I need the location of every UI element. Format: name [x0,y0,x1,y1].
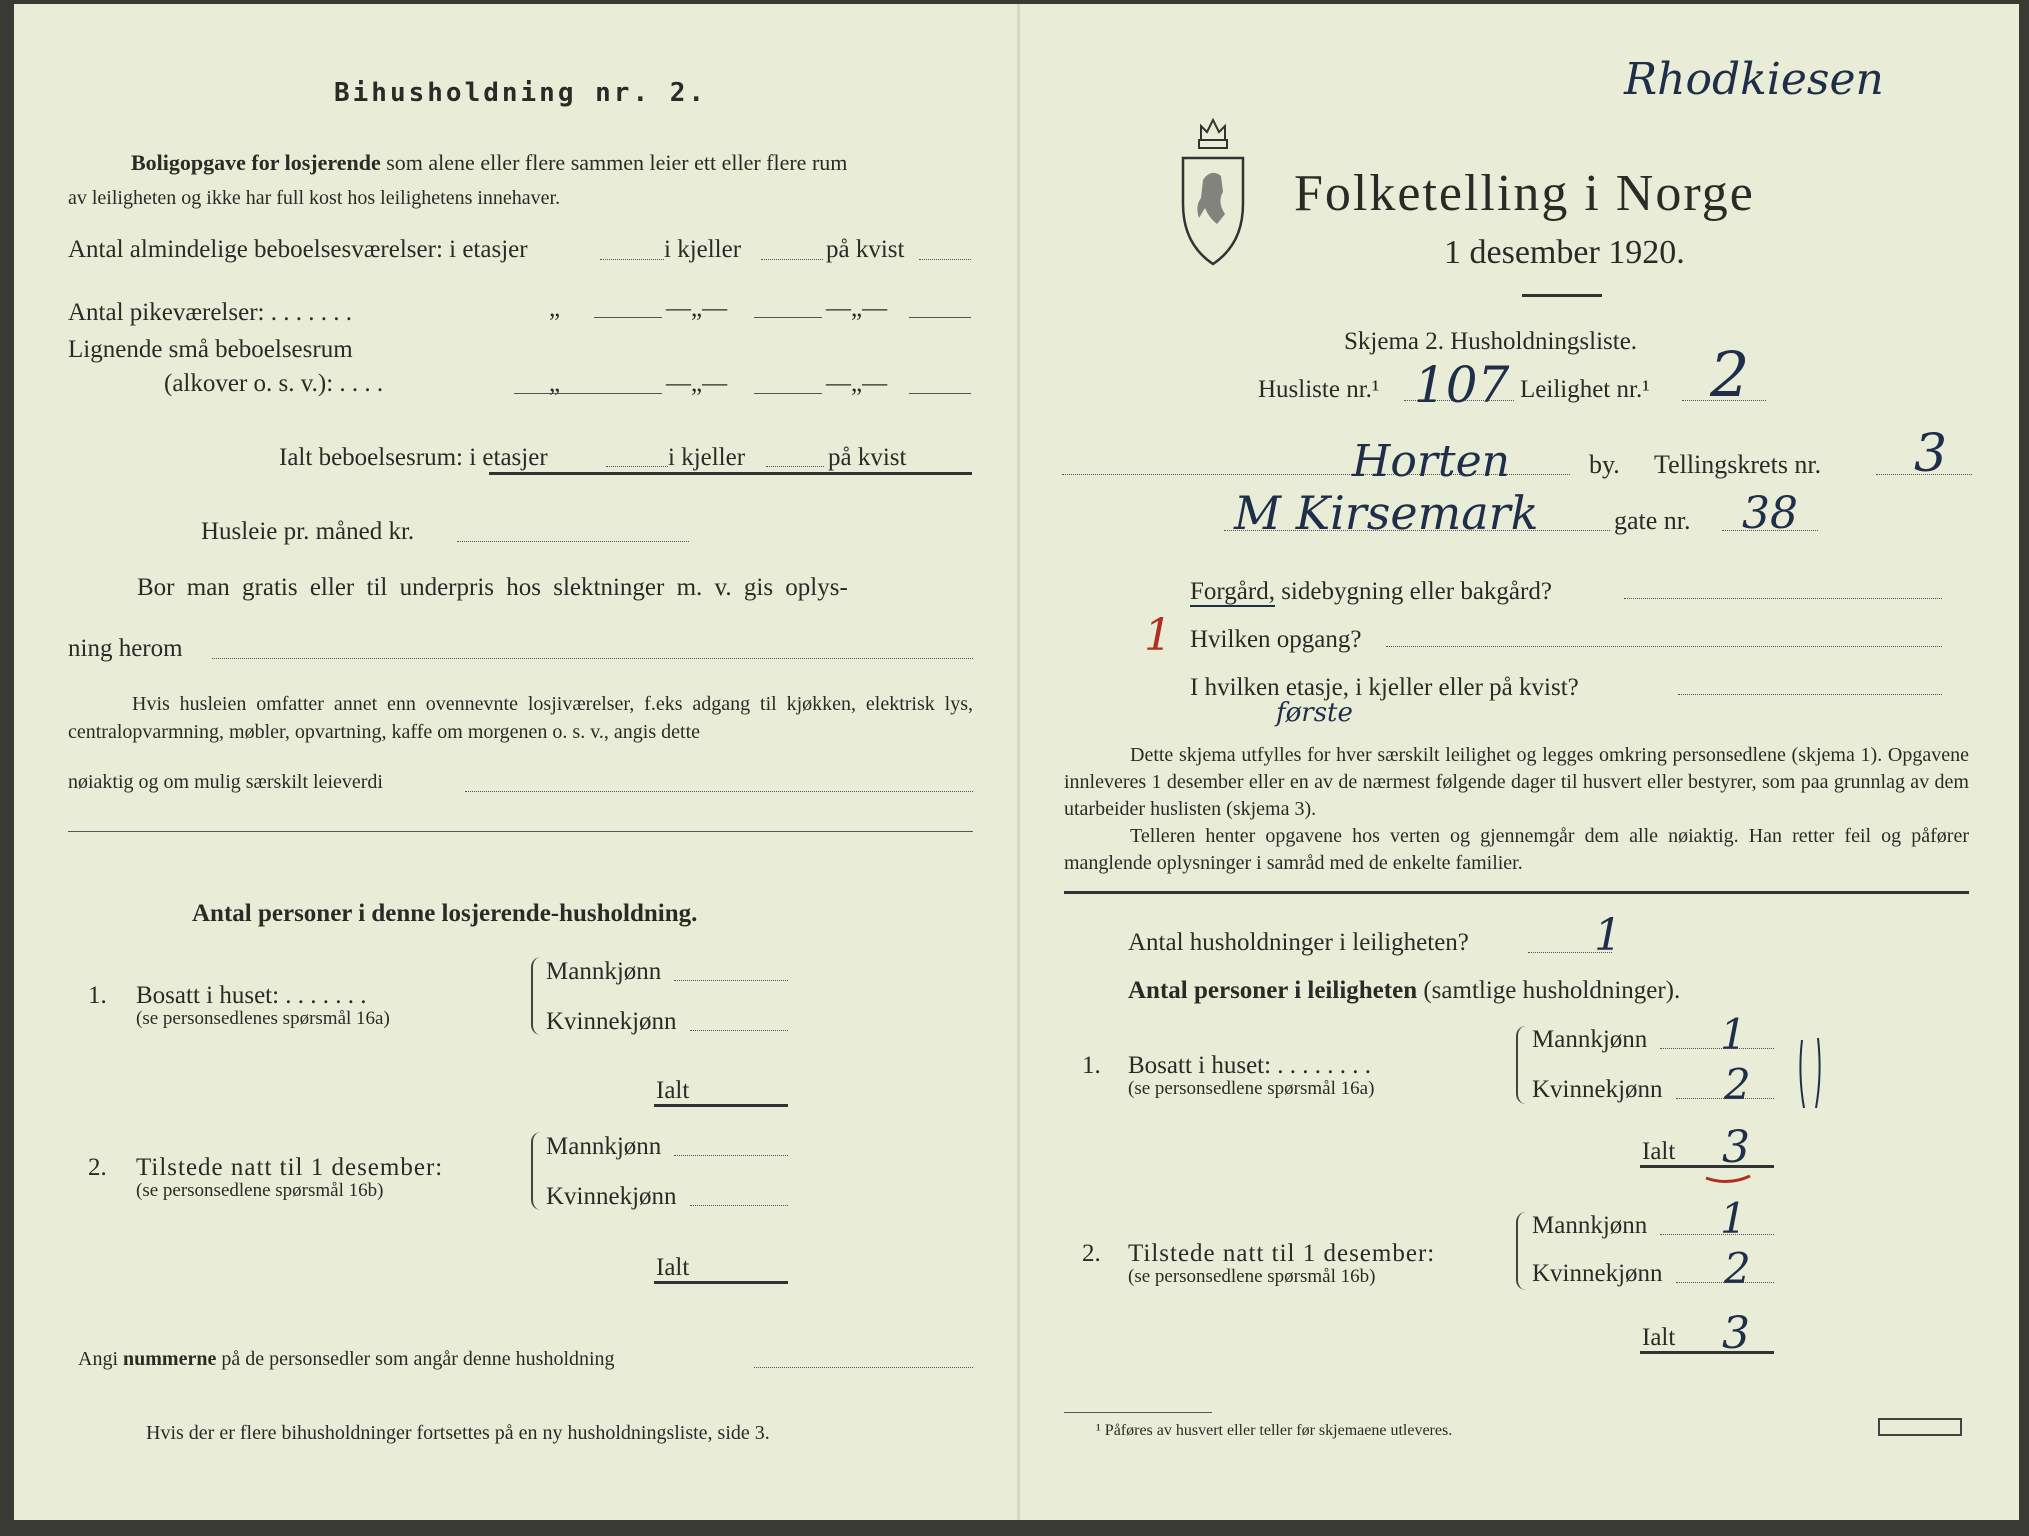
left-q2-female-label: Kvinnekjønn [546,1183,677,1210]
right-q2-total-field [1640,1351,1774,1354]
intro-bold: Boligopgave for losjerende [131,150,381,175]
right-q1-total-field [1640,1165,1774,1168]
left-q1-label: Bosatt i huset: . . . . . . . [136,982,367,1009]
numbers-c: på de personsedler som angår denne husholdning [221,1348,615,1370]
left-q1-sub: (se personsedlenes spørsmål 16a) [136,1008,390,1029]
ditto-mark-3: —„— [826,295,888,322]
rooms-cellar-field [761,259,823,260]
note-field-1 [465,791,973,792]
free-field [212,658,973,659]
forgard-field [1624,598,1942,599]
opgang-question: Hvilken opgang? [1190,626,1362,653]
census-form-sheet [14,4,2019,1520]
right-q1-female-label: Kvinnekjønn [1532,1076,1663,1103]
schema-label: Skjema 2. Husholdningsliste. [1344,328,1638,355]
persons-rest: (samtlige husholdninger). [1423,977,1681,1004]
intro-line-1 [131,150,847,176]
right-q1-male-label: Mannkjønn [1532,1026,1648,1053]
opgang-field [1386,646,1942,647]
rooms-cellar-label: i kjeller [664,236,742,263]
ditto-mark-1: „ [549,295,561,322]
left-q2-brace [531,1132,541,1210]
total-etasjer-field [606,466,668,467]
right-q1-total-label: Ialt [1642,1138,1676,1165]
total-cellar-field [766,466,824,467]
rooms-attic-field [919,259,971,260]
right-q1-male-field [1660,1048,1774,1049]
rent-field [457,541,689,542]
rooms-etasjer-field [600,259,664,260]
right-q2-male-label: Mannkjønn [1532,1212,1648,1239]
maid-rooms-field-1 [594,317,662,318]
footnote-rule [1064,1412,1212,1413]
left-title: Bihusholdning nr. 2. [334,78,708,108]
right-q2-brace [1516,1212,1526,1290]
total-rooms-underline [489,472,972,475]
small-rooms-label: Lignende små beboelsesrum [68,336,353,363]
etasje-question: I hvilken etasje, i kjeller eller på kvist? [1190,674,1579,701]
left-q1-brace [531,957,541,1035]
right-q2-male-field [1660,1234,1774,1235]
total-rooms-label: Ialt beboelsesrum: i etasjer [279,444,548,471]
total-cellar-label: i kjeller [668,444,746,471]
free-question-2: ning herom [68,635,183,662]
right-q1-sub: (se personsedlene spørsmål 16a) [1128,1078,1375,1099]
hw-forgard-mark: 1 [1144,610,1172,661]
maid-rooms-label: Antal pikeværelser: . . . . . . . [68,299,352,326]
right-q2-label: Tilstede natt til 1 desember: [1128,1240,1436,1267]
numbers-line [78,1348,615,1371]
hw-gate-nr: 38 [1742,488,1798,539]
forgard-question [1190,578,1552,606]
intro-rest: som alene eller flere sammen leier ett eller flere rum [386,150,848,175]
note-field-2 [68,831,973,832]
red-check-mark-icon [1704,1172,1754,1186]
numbers-b: nummerne [123,1348,217,1370]
left-q1-male-field [674,980,788,981]
left-q2-label: Tilstede natt til 1 desember: [136,1154,444,1181]
footnote: ¹ Påføres av husvert eller teller før skjemaene utleveres. [1096,1422,1453,1439]
instructions-rule [1064,891,1969,894]
hw-town: Horten [1352,436,1510,487]
left-persons-heading: Antal personer i denne losjerende-husholdning. [192,900,698,927]
right-q1-brace [1516,1026,1526,1104]
krets-label: Tellingskrets nr. [1654,450,1822,479]
forgard-rest: sidebygning eller bakgård? [1281,578,1552,605]
right-q2-female-label: Kvinnekjønn [1532,1260,1663,1287]
by-label: by. [1589,450,1620,479]
hw-q1-male: 1 [1720,1010,1747,1059]
maid-rooms-field-3 [909,317,971,318]
persons-bold: Antal personer i leiligheten [1128,977,1418,1004]
left-q2-total-label: Ialt [656,1254,690,1281]
left-q1-female-field [690,1030,788,1031]
hw-husliste: 107 [1414,356,1510,414]
rent-label: Husleie pr. måned kr. [201,518,415,545]
printer-stamp [1878,1418,1962,1436]
census-date: 1 desember 1920. [1444,234,1685,271]
right-q2-sub: (se personsedlene spørsmål 16b) [1128,1266,1376,1287]
hw-krets: 3 [1914,424,1948,484]
left-note-end: nøiaktig og om mulig særskilt leieverdi [68,771,383,793]
alcoves-field-3 [909,393,971,394]
hw-q2-total: 3 [1722,1308,1750,1359]
instructions-2: Telleren henter opgavene hos verten og gjennemgår dem alle nøiaktig. Han retter feil og påfører manglende oplysninger i samråd med de enkelte familier. [1064,825,1969,874]
maid-rooms-field-2 [754,317,822,318]
hw-corner: Rhodkiesen [1624,54,1884,105]
free-question-1: Bor man gratis eller til underpris hos slektninger m. v. gis oplys- [137,574,848,601]
numbers-field [754,1367,973,1368]
right-title: Folketelling i Norge [1294,165,1755,222]
ditto-mark-6: —„— [826,370,888,397]
left-q2-male-label: Mannkjønn [546,1133,662,1160]
hw-households: 1 [1594,910,1622,961]
etasje-field [1678,694,1942,695]
pencil-tick-icon [1796,1034,1826,1114]
hw-q2-male: 1 [1720,1194,1747,1243]
left-note: Hvis husleien omfatter annet enn ovennevnte losjiværelser, f.eks adgang til kjøkken, elektrisk lys, centralopvarmning, møbler, opvartning, kaffe om morgenen o. s. v., angis dette [68,693,973,743]
left-q1-number: 1. [88,982,107,1009]
left-q2-number: 2. [88,1154,107,1181]
numbers-a: Angi [78,1348,118,1370]
households-question: Antal husholdninger i leiligheten? [1128,929,1469,956]
coat-of-arms-icon [1177,114,1249,274]
continue-note: Hvis der er flere bihusholdninger fortsettes på en ny husholdningsliste, side 3. [146,1422,770,1444]
alcoves-field-2 [754,393,822,394]
ditto-mark-4: „ [549,370,561,397]
date-rule [1522,294,1602,297]
center-fold [1017,4,1020,1520]
alcoves-label: (alkover o. s. v.): . . . . [164,370,384,397]
forgard-underlined: Forgård, [1190,578,1275,605]
right-q2-total-label: Ialt [1642,1324,1676,1351]
ditto-mark-2: —„— [666,295,728,322]
right-q1-label: Bosatt i huset: . . . . . . . . [1128,1052,1372,1079]
rooms-attic-label: på kvist [826,236,905,263]
instructions-1: Dette skjema utfylles for hver særskilt leilighet og legges omkring personsedlene (skjema 1). Opgavene innleveres 1 desember eller en av de nærmest følgende dager til husvert eller bestyrer, som paa grunnlag av dem utarbeider huslisten (skjema 3). [1064,744,1969,820]
left-q1-total-field [654,1104,788,1107]
left-q1-total-label: Ialt [656,1077,690,1104]
hw-leilighet: 2 [1710,338,1750,411]
right-q2-number: 2. [1082,1240,1101,1267]
total-attic-label: på kvist [828,444,907,471]
left-q1-male-label: Mannkjønn [546,958,662,985]
hw-q1-total: 3 [1722,1122,1750,1173]
rooms-label: Antal almindelige beboelsesværelser: i etasjer [68,236,528,263]
alcoves-field-1 [514,393,662,394]
hw-q2-female: 2 [1724,1244,1751,1293]
left-q2-male-field [674,1155,788,1156]
hw-etasje: første [1276,698,1353,728]
left-q1-female-label: Kvinnekjønn [546,1008,677,1035]
left-q2-total-field [654,1281,788,1284]
intro-line-2: av leiligheten og ikke har full kost hos leilighetens innehaver. [68,187,561,209]
ditto-mark-5: —„— [666,370,728,397]
hw-street: M Kirsemark [1234,486,1539,540]
leilighet-label: Leilighet nr.¹ [1520,376,1650,403]
right-persons-heading [1128,977,1680,1005]
left-q2-female-field [690,1205,788,1206]
right-q1-number: 1. [1082,1052,1101,1079]
husliste-label: Husliste nr.¹ [1258,376,1380,403]
left-q2-sub: (se personsedlene spørsmål 16b) [136,1180,384,1201]
gate-label: gate nr. [1614,506,1691,535]
hw-q1-female: 2 [1724,1060,1751,1109]
